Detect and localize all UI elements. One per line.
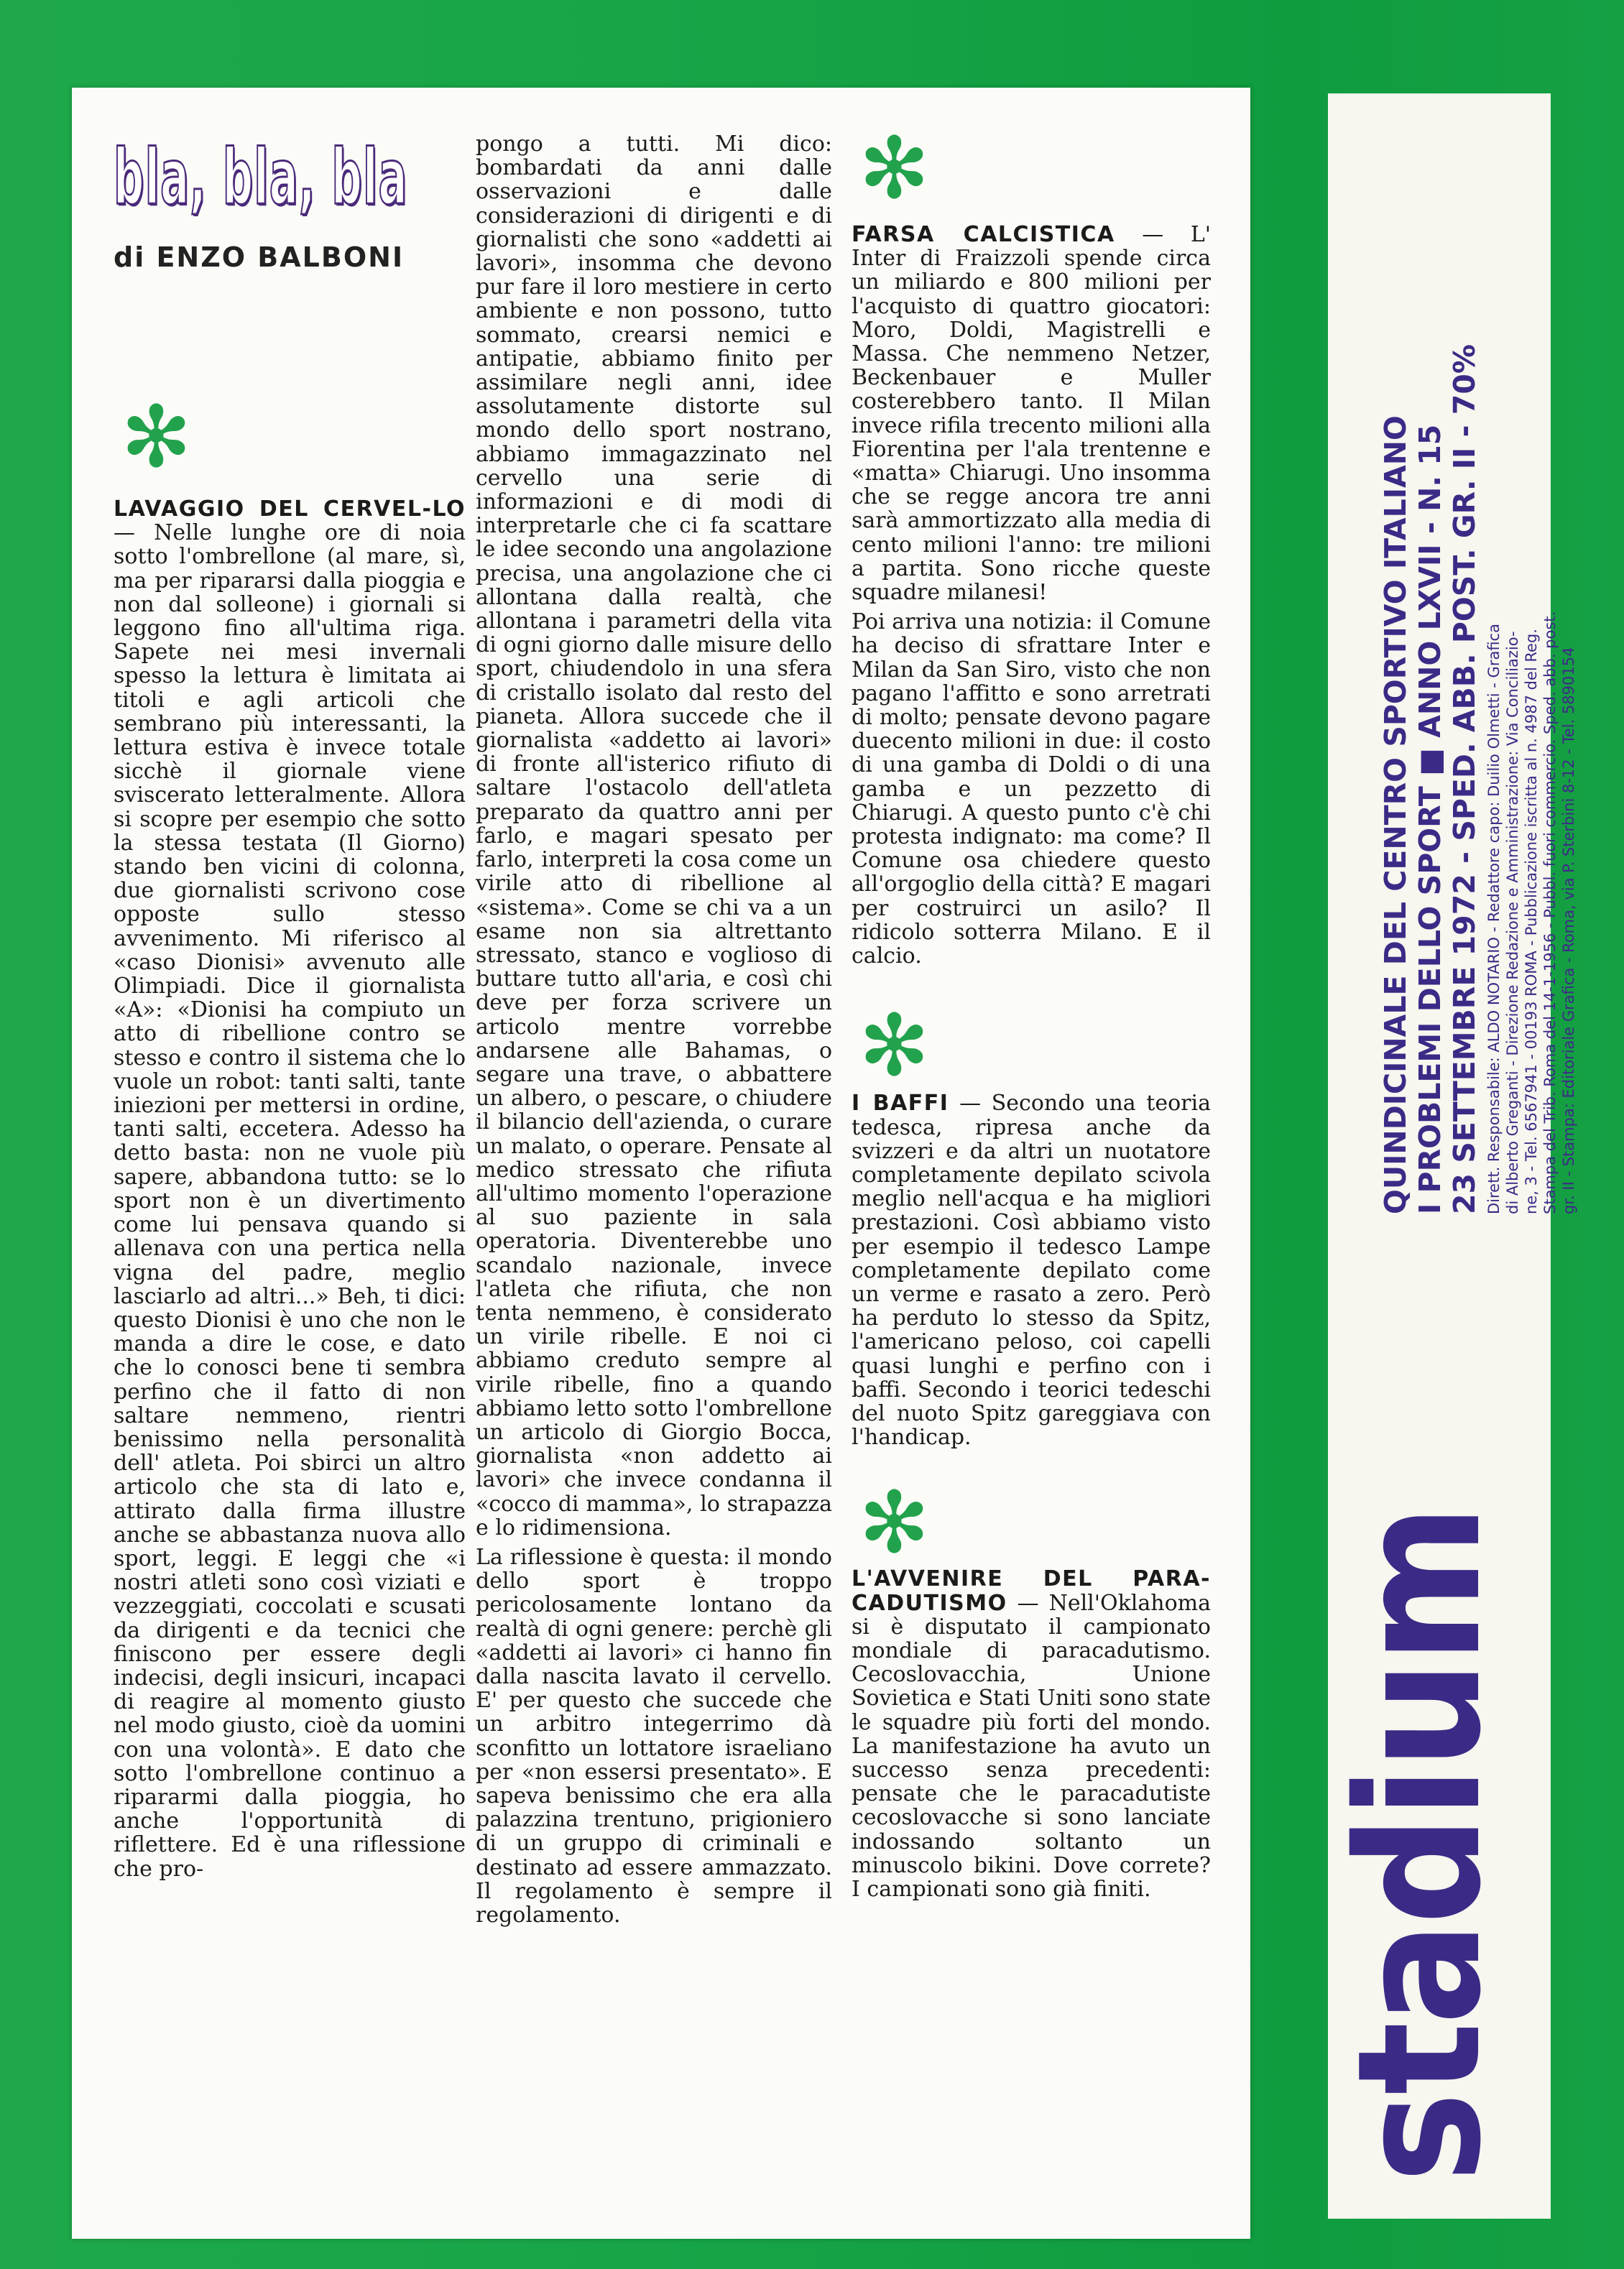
credits-line: gr. II - Stampa: Editoriale Grafica - Roma, via P. Sterbini 8-12 - Tel. 5890154 (1560, 647, 1577, 1214)
column-3 (852, 119, 1211, 1902)
byline: di ENZO BALBONI (114, 241, 405, 273)
credits-line: ne, 3 - Tel. 6567941 - 00193 ROMA - Pubblicazione iscritta al n. 4987 del Reg. (1523, 629, 1540, 1214)
credits-line: di Alberto Greganti - Direzione Redazione e Amministrazione: Via Conciliazio- (1504, 631, 1521, 1214)
article-lavaggio: LAVAGGIO DEL CERVEL-LO — Nelle lunghe ore di noia sotto l'ombrellone (al mare, sì, ma per ripararsi dalla pioggia e non dal solleone) i giornali si leggono fino all'ultima riga. Sapete nei mesi invernali spesso la lettura è limitata ai titoli e agli articoli che sembrano più interessanti, la lettura estiva è invece totale sicchè il giornale viene sviscerato letteralmente. Allora si scopre per esempio che sotto la stessa testata (Il Giorno) stando ben vicini di colonna, due giornalisti scrivono cose opposte sullo stesso avvenimento. Mi riferisco al «caso Dionisi» avvenuto alle Olimpiadi. Dice il giornalista «A»: «Dionisi ha compiuto un atto di ribellione contro se stesso e contro il sistema che lo vuole un robot: tanti salti, tante iniezioni per mettersi in ordine, tanti salti, eccetera. Adesso ha detto basta: non ne vuole più sapere, abbandona tutto: se lo sport non è un divertimento come lui pensava quando si allenava con una pertica nella vigna del padre, meglio lasciarlo ad altri...» Beh, ti dici: questo Dionisi è uno che non le manda a dire le cose, e dato che lo conosci bene ti sembra perfino che il fatto di non saltare nemmeno, rientri benissimo nella personalità dell' atleta. Poi sbirci un altro articolo che sta di lato e, attirato dalla firma illustre anche se abbastanza nuova allo sport, leggi. E leggi che «i nostri atleti sono così viziati e vezzeggiati, coccolati e scusati da dirigenti e da tecnici che finiscono per essere degli indecisi, degli insicuri, incapaci di reagire al momento giusto nel modo giusto, cioè da uomini con una volontà». E dato che sotto l'ombrellone continuo a ripararmi dalla pioggia, ho anche l'opportunità di riflettere. Ed è una riflessione che pro- (114, 496, 466, 1882)
article-heading: FARSA CALCISTICA (852, 222, 1115, 247)
article-body: Nell'Oklahoma si è disputato il campionato mondiale di paracadutismo. Cecoslovacchia, Unione Sovietica e Stati Uniti sono state le squadre più forti del mondo. La manifestazione ha avuto un successo senza precedenti: pensate che le paracadutiste cecoslovacche si sono lanciate indossando soltanto un minuscolo bikini. Dove correte? I campionati sono già finiti. (852, 1590, 1211, 1902)
credits-line: Stampa del Trib. Roma del 14-1-1956 - Pubbl. fuori commercio. Sped. abb. post. (1541, 611, 1559, 1214)
article-heading: LAVAGGIO DEL CERVEL-LO (114, 496, 466, 522)
column-1 (114, 133, 466, 1882)
masthead-line-1: QUINDICINALE DEL CENTRO SPORTIVO ITALIANO (1378, 415, 1413, 1214)
article-farsa: FARSA CALCISTICA — L' Inter di Fraizzoli spende circa un miliardo e 800 milioni per l'acquisto di quattro giocatori: Moro, Doldi, Magistrelli e Massa. Che nemmeno Netzer, Beckenbauer e Muller costerebbero tanto. Il Milan invece rifila trecento milioni alla Fiorentina per l'ala trentenne e «matta» Chiarugi. Uno insomma che se regge ancora tre anni sarà ammortizzato alla media di cento milioni l'anno: tre milioni a partita. Sono ricche queste squadre milanesi! (852, 222, 1211, 606)
article-body-continued: pongo a tutti. Mi dico: bombardati da anni dalle osservazioni e dalle considerazioni di dirigenti e di giornalisti che sono «addetti ai lavori», insomma che devono pur fare il loro mestiere in certo ambiente e non possono, tutto sommato, crearsi nemici e antipatie, abbiamo finito per assimilare negli anni, idee assolutamente distorte sul mondo dello sport nostrano, abbiamo immagazzinato nel cervello una serie di informazioni e di modi di interpretarle che ci fa scattare le idee secondo una angolazione precisa, una angolazione che ci allontana dalla realtà, che allontana i parametri della vita di ogni giorno dalle misure dello sport, chiudendolo in una sfera di cristallo isolato dal resto del pianeta. Allora succede che il giornalista «addetto ai lavori» di fronte all'isterico rifiuto di saltare l'ostacolo dell'atleta preparato da quattro anni per farlo, e magari spesato per farlo, interpreti la cosa come un virile atto di ribellione al «sistema». Come se chi va a un esame non sia altrettanto stressato, stanco e voglioso di buttare tutto all'aria, e così chi deve per forza scrivere un articolo mentre vorrebbe andarsene alle Bahamas, o segare una trave, o abbattere un albero, o pescare, o chiudere il bilancio dell'azienda, o curare un malato, o operare. Pensate al medico stressato che rifiuta all'ultimo momento l'operazione al suo paziente in sala operatoria. Diventerebbe uno scandalo nazionale, invece l'atleta che rifiuta, che non tenta nemmeno, è considerato un virile ribelle. E noi ci abbiamo creduto sempre al virile ribelle, fino a quando abbiamo letto sotto l'ombrellone un articolo di Giorgio Bocca, giornalista «non addetto ai lavori» che invece condanna il «cocco di mamma», lo strapazza e lo ridimensiona. (476, 131, 832, 1540)
masthead-rotated (1321, 1062, 1518, 2183)
article-paracadutismo: L'AVVENIRE DEL PARA-CADUTISMO — Nell'Oklahoma si è disputato il campionato mondiale di paracadutismo. Cecoslovacchia, Unione Sovietica e Stati Uniti sono state le squadre più forti del mondo. La manifestazione ha avuto un successo senza precedenti: pensate che le paracadutiste cecoslovacche si sono lanciate indossando soltanto un minuscolo bikini. Dove correte? I campionati sono già finiti. (852, 1566, 1211, 1902)
masthead-strip (1321, 93, 1577, 2219)
credits-line: Dirett. Responsabile: ALDO NOTARIO - Redattore capo: Duilio Olmetti - Grafica (1485, 624, 1503, 1214)
masthead-line-3: 23 SETTEMBRE 1972 - SPED. ABB. POST. GR. II - 70% (1447, 344, 1482, 1214)
stadium-logo: stadium (1321, 1507, 1518, 2183)
article-body: Nelle lunghe ore di noia sotto l'ombrellone (al mare, sì, ma per ripararsi dalla pioggia e non dal solleone) i giornali si leggono fino all'ultima riga. Sapete nei mesi invernali spesso la lettura è limitata ai titoli e agli articoli che sembrano più interessanti, la lettura estiva è invece totale sicchè il giornale viene sviscerato letteralmente. Allora si scopre per esempio che sotto la stessa testata (Il Giorno) stando ben vicini di colonna, due giornalisti scrivono cose opposte sullo stesso avvenimento. Mi riferisco al «caso Dionisi» avvenuto alle Olimpiadi. Dice il giornalista «A»: «Dionisi ha compiuto un atto di ribellione contro se stesso e contro il sistema che lo vuole un robot: tanti salti, tante iniezioni per mettersi in ordine, tanti salti, eccetera. Adesso ha detto basta: non ne vuole più sapere, abbandona tutto: se lo sport non è un divertimento come lui pensava quando si allenava con una pertica nella vigna del padre, meglio lasciarlo ad altri...» Beh, ti dici: questo Dionisi è uno che non le manda a dire le cose, e dato che lo conosci bene ti sembra perfino che il fatto di non saltare nemmeno, rientri benissimo nella personalità dell' atleta. Poi sbirci un altro articolo che sta di lato e, attirato dalla firma illustre anche se abbastanza nuova allo sport, leggi. E leggi che «i nostri atleti sono così viziati e vezzeggiati, coccolati e scusati da dirigenti e da tecnici che finiscono per essere degli indecisi, degli insicuri, incapaci di reagire al momento giusto nel modo giusto, cioè da uomini con una volontà». E dato che sotto l'ombrellone continuo a ripararmi dalla pioggia, ho anche l'opportunità di riflettere. Ed è una riflessione che pro- (114, 520, 466, 1882)
masthead-info (1378, 344, 1578, 1214)
column-title: bla, bla, bla (114, 133, 408, 221)
article-body: Poi arriva una notizia: il Comune ha deciso di sfrattare Inter e Milan da San Siro, visto che non pagano l'affitto e sono arretrati di molto; pensate devono pagare duecento milioni in due: il costo di una gamba di Doldi o di una gamba e un pezzetto di Chiarugi. A questo punto c'è chi protesta indignato: ma come? Il Comune osa chiedere questo all'orgoglio della città? E magari per costruirci un asilo? Il ridicolo sotterra Milano. E il calcio. (852, 609, 1211, 969)
article-body: Secondo una teoria tedesca, ripresa anche da svizzeri e da altri un nuotatore completamente depilato scivola meglio nell'acqua e ha migliori prestazioni. Così abbiamo visto per esempio il tedesco Lampe completamente depilato come un verme e rasato a zero. Però ha perduto lo stesso da Spitz, l'americano peloso, coi capelli quasi lunghi e perfino con i baffi. Secondo i teorici tedeschi del nuoto Spitz gareggiava con l'handicap. (852, 1091, 1211, 1451)
article-heading: L'AVVENIRE DEL PARA-CADUTISMO (852, 1566, 1211, 1616)
asterisk-icon: ✻ (859, 1473, 930, 1573)
masthead-line-2: I PROBLEMI DELLO SPORT ■ ANNO LXVII - N. 15 (1413, 424, 1447, 1214)
asterisk-icon: ✻ (859, 119, 930, 218)
magazine-page (72, 88, 1250, 2239)
article-heading: I BAFFI (852, 1091, 949, 1117)
article-body: L' Inter di Fraizzoli spende circa un miliardo e 800 milioni per l'acquisto di quattro giocatori: Moro, Doldi, Magistrelli e Massa. Che nemmeno Netzer, Beckenbauer e Muller costerebbero tanto. Il Milan invece rifila trecento milioni alla Fiorentina per l'ala trentenne e «matta» Chiarugi. Uno insomma che se regge ancora tre anni sarà ammortizzato alla media di cento milioni l'anno: tre milioni a partita. Sono ricche queste squadre milanesi! (852, 222, 1211, 606)
article-baffi: I BAFFI — Secondo una teoria tedesca, ripresa anche da svizzeri e da altri un nuotatore completamente depilato scivola meglio nell'acqua e ha migliori prestazioni. Così abbiamo visto per esempio il tedesco Lampe completamente depilato come un verme e rasato a zero. Però ha perduto lo stesso da Spitz, l'americano peloso, coi capelli quasi lunghi e perfino con i baffi. Secondo i teorici tedeschi del nuoto Spitz gareggiava con l'handicap. (852, 1091, 1211, 1451)
asterisk-icon: ✻ (859, 996, 930, 1096)
column-2 (476, 132, 832, 1927)
asterisk-icon: ✻ (121, 387, 192, 486)
article-conclusion: La riflessione è questa: il mondo dello sport è troppo pericolosamente lontano da realtà di ogni genere: perchè gli «addetti ai lavori» ci hanno fin dalla nascita lavato il cervello. E' per questo che succede che un arbitro integerrimo dà sconfitto un lottatore israeliano per «non essersi presentato». E sapeva benissimo che era alla palazzina trentuno, prigioniero di un gruppo di criminali e destinato ad essere ammazzato. Il regolamento è sempre il regolamento. (476, 1544, 832, 1928)
